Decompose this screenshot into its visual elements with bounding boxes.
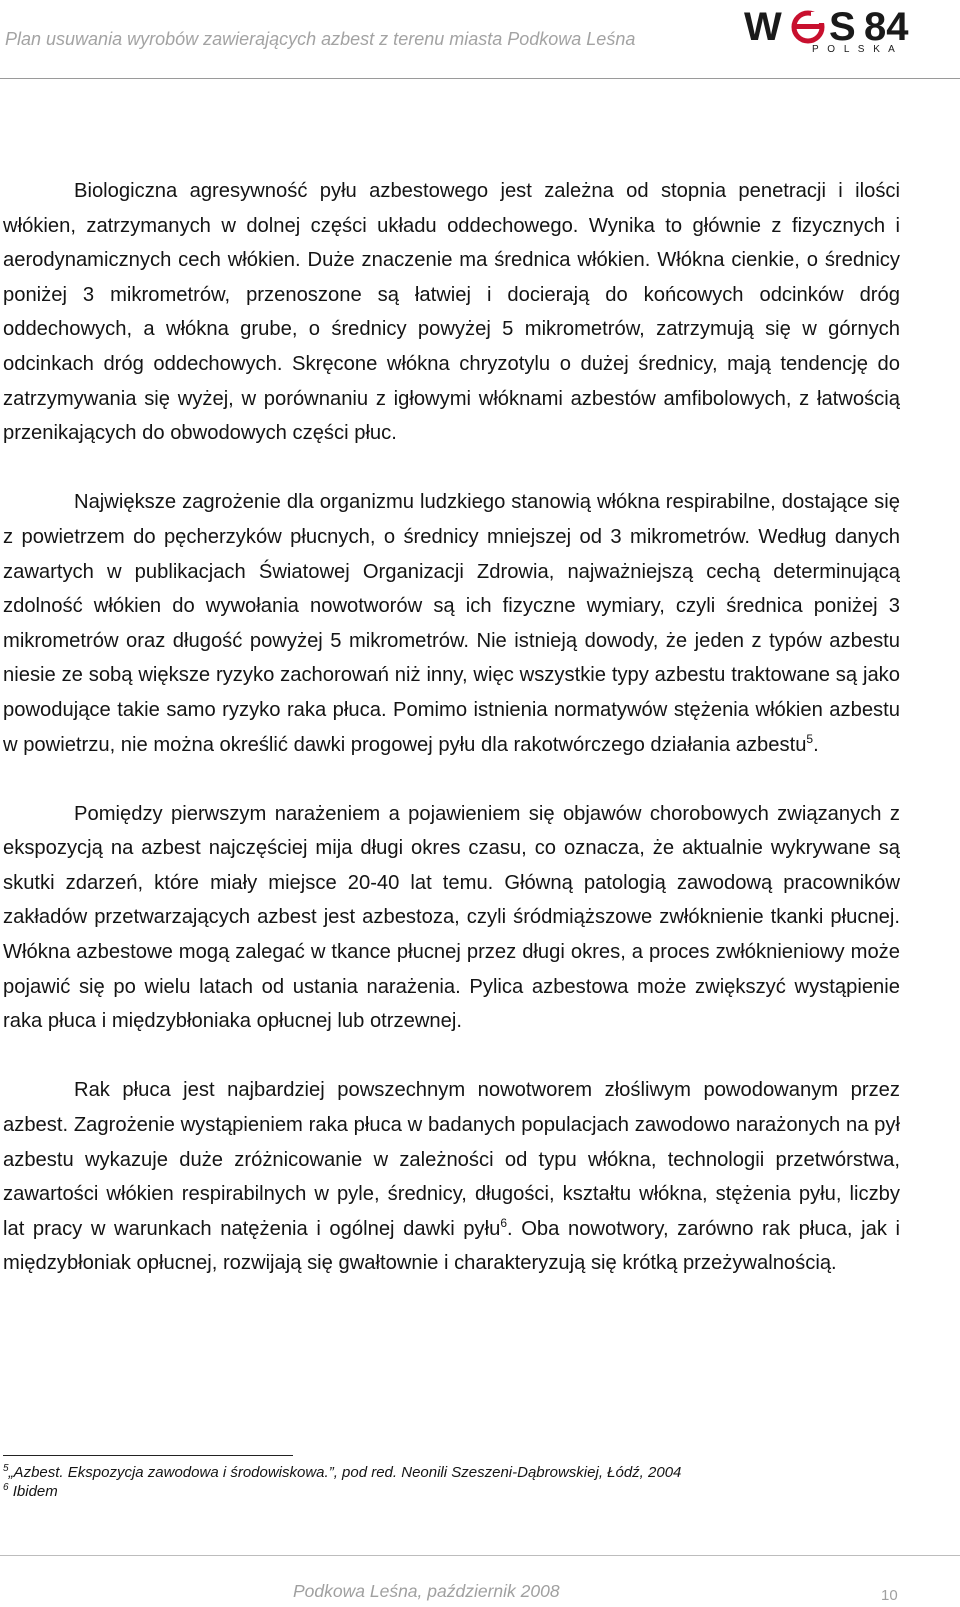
paragraph-text-tail: . Oba nowotwory, zarówno rak płuca, jak i międzybłoniak opłucnej, rozwijają się gwałtownie i charakteryzują się krótką przeżywalnością. — [3, 1217, 900, 1275]
footnote-text: Ibidem — [12, 1483, 58, 1500]
paragraph-text: Pomiędzy pierwszym narażeniem a pojawieniem się objawów chorobowych związanych z ekspozycją na azbest najczęściej mija długi okres czasu, co oznacza, że aktualnie wykrywane są skutki zdarzeń, które miały miejsce 20-40 lat temu. Główną patologią zawodową pracowników zakładów przetwarzających azbest jest azbestoza, czyli śródmiąższowe zwłóknienie tkanki płucnej. Włókna azbestowe mogą zalegać w tkance płucnej przez długi okres, a proces zwłóknieniowy może pojawić się po wielu latach od ustania narażenia. Pylica azbestowa może zwiększyć wystąpienie raka płuca i międzybłoniaka opłucnej lub otrzewnej. — [3, 802, 900, 1033]
company-logo — [744, 4, 929, 54]
paragraph — [3, 485, 900, 762]
paragraph-text: Biologiczna agresywność pyłu azbestowego jest zależna od stopnia penetracji i ilości włókien, zatrzymanych w dolnej części układu oddechowego. Wynika to głównie z fizycznych i aerodynamicznych cech włókien. Duże znaczenie ma średnica włókien. Włókna cienkie, o średnicy poniżej 3 mikrometrów, przenoszone są łatwiej i docierają do końcowych odcinków dróg oddechowych, a włókna grube, o średnicy powyżej 5 mikrometrów, zatrzymują się w górnych odcinkach dróg oddechowych. Skręcone włókna chryzotylu o dużej średnicy, mają tendencję do zatrzymywania się wyżej, w porównaniu z igłowymi włóknami azbestów amfibolowych, z łatwością przenikających do obwodowych części płuc. — [3, 180, 900, 445]
svg-text:P O L S K A: P O L S K A — [812, 44, 898, 54]
svg-text:W: W — [744, 5, 783, 49]
paragraph — [3, 1073, 900, 1281]
svg-text:84: 84 — [864, 5, 909, 49]
footnotes — [3, 1463, 903, 1501]
page-number: 10 — [881, 1587, 898, 1604]
footer-divider — [0, 1555, 960, 1556]
document-title: Plan usuwania wyrobów zawierających azbest z terenu miasta Podkowa Leśna — [5, 29, 636, 49]
footnote-reference: 6 — [500, 1215, 508, 1230]
paragraph-text-tail: . — [813, 733, 819, 756]
paragraph-text: Rak płuca jest najbardziej powszechnym nowotworem złośliwym powodowanym przez azbest. Zagrożenie wystąpieniem raka płuca w badanych populacjach zawodowo narażonych na pył azbestu wykazuje duże zróżnicowanie w zależności od typu włókna, technologii przetwórstwa, zawartości włókien respirabilnych w pyle, średnicy, długości, kształtu włókna, stężenia pyłu, liczby lat pracy w warunkach natężenia i ogólnej dawki pyłu — [3, 1079, 900, 1240]
footnote-number: 5 — [3, 1463, 9, 1474]
paragraph-text: Największe zagrożenie dla organizmu ludzkiego stanowią włókna respirabilne, dostające się z powietrzem do pęcherzyków płucnych, o średnicy mniejszej od 3 mikrometrów. Według danych zawartych w publikacjach Światowej Organizacji Zdrowia, najważniejszą cechą determinującą zdolność włókien do wywołania nowotworów są ich fizyczne wymiary, czyli średnica poniżej 3 mikrometrów oraz długość powyżej 5 mikrometrów. Nie istnieją dowody, że jeden z typów azbestu niesie ze sobą większe ryzyko zachorowań niż inny, więc wszystkie typy azbestu traktowane są jako powodujące takie samo ryzyko raka płuca. Pomimo istnienia normatywów stężenia włókien azbestu w powietrzu, nie można określić dawki progowej pyłu dla rakotwórczego działania azbestu — [3, 491, 900, 756]
footnote-text: „Azbest. Ekspozycja zawodowa i środowiskowa.”, pod red. Neonili Szeszeni-Dąbrowskiej, Łódź, 2004 — [8, 1464, 682, 1481]
document-body — [3, 174, 900, 1281]
footer-location-date: Podkowa Leśna, październik 2008 — [293, 1581, 560, 1601]
page-header — [0, 0, 960, 80]
footnote-divider — [3, 1455, 293, 1456]
wes84-logo-icon — [744, 4, 929, 54]
paragraph — [3, 174, 900, 451]
footnote — [3, 1463, 903, 1482]
footnote-number: 6 — [3, 1482, 9, 1493]
header-divider — [0, 78, 960, 79]
svg-text:S: S — [829, 5, 856, 49]
paragraph — [3, 797, 900, 1039]
footnote-reference: 5 — [806, 731, 814, 746]
footnote — [3, 1482, 903, 1501]
